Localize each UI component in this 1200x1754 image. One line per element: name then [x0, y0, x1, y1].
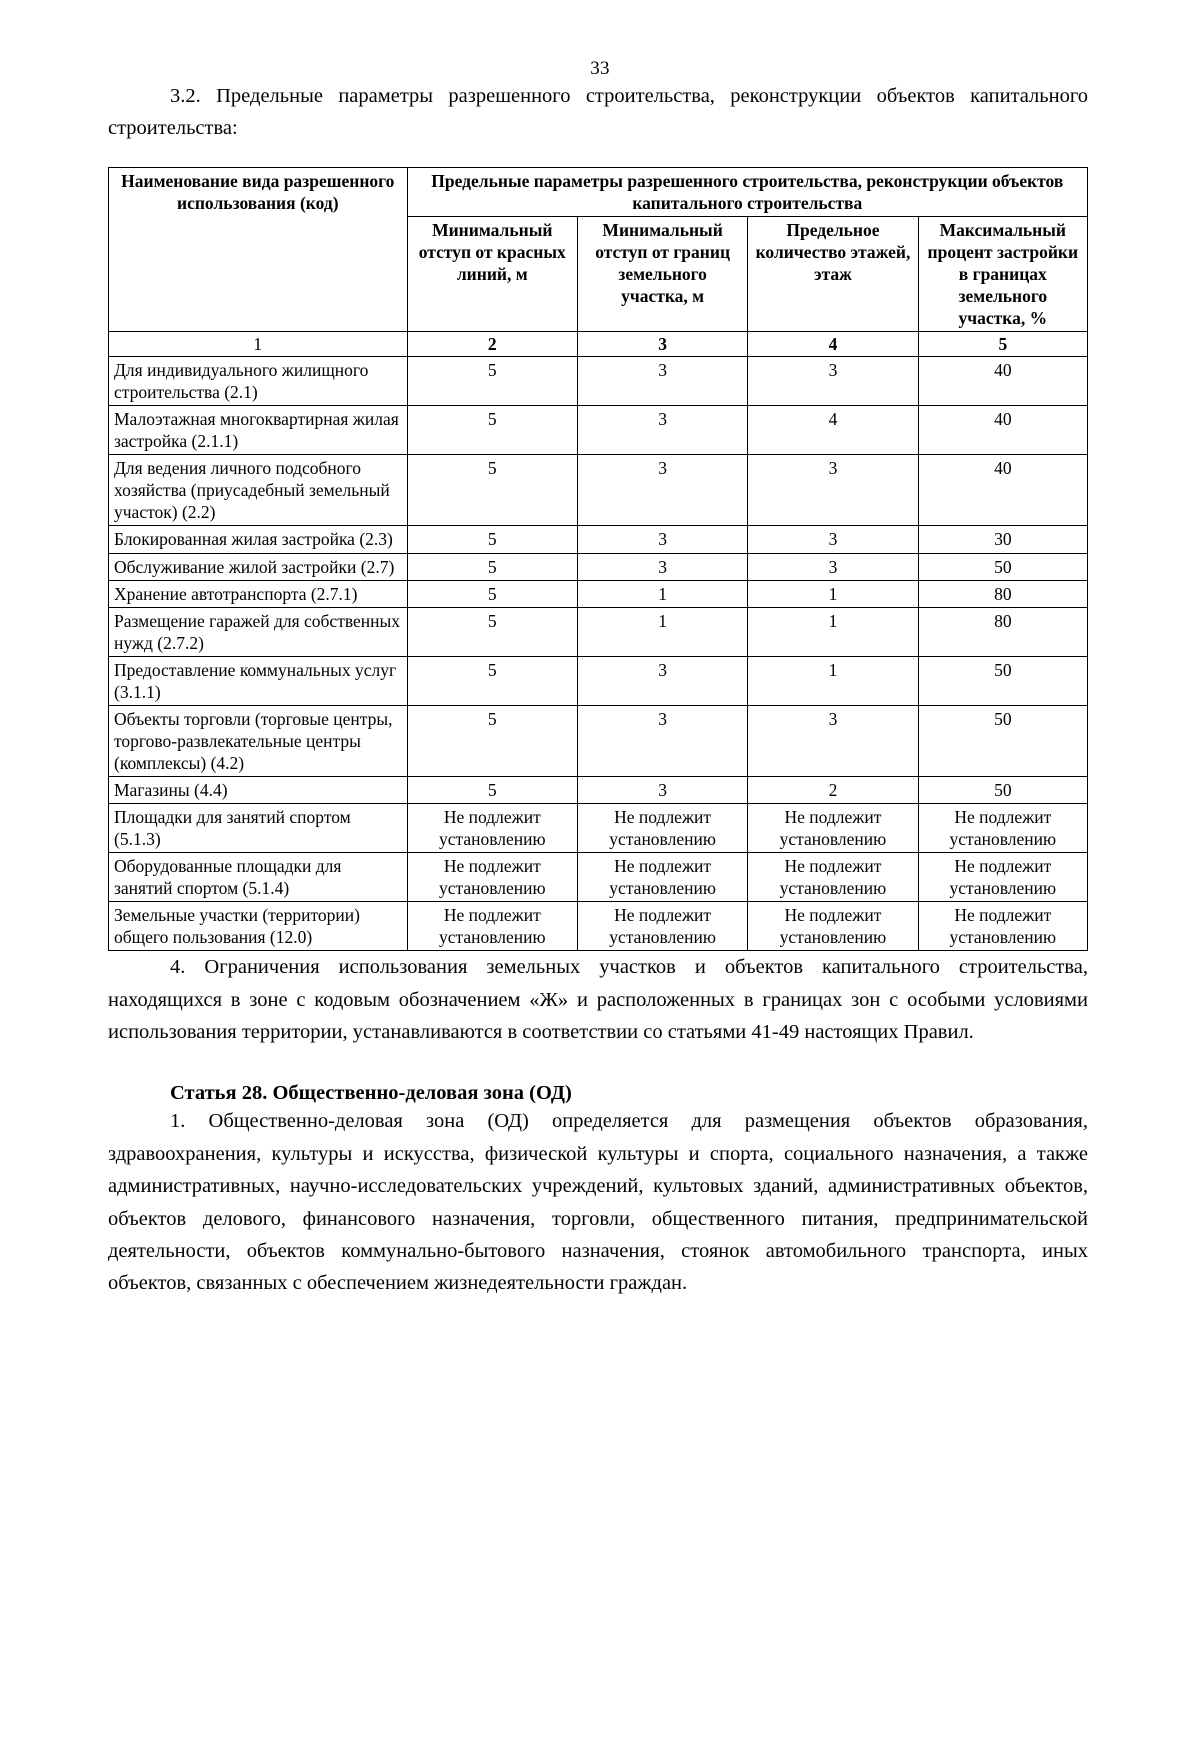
table-row — [109, 853, 1088, 902]
row-use-name: Блокированная жилая застройка (2.3) — [109, 526, 408, 553]
row-min-setback-redline: Не подлежит установлению — [407, 803, 577, 852]
header-cell-min-setback-plot: Минимальный отступ от границ земельного участка, м — [577, 216, 747, 331]
table-row — [109, 580, 1088, 607]
table-row — [109, 455, 1088, 526]
row-max-floors: 3 — [748, 455, 918, 526]
table-row — [109, 656, 1088, 705]
page-content — [0, 80, 1200, 1300]
row-max-buildup-percent: 50 — [918, 656, 1087, 705]
row-max-floors: 4 — [748, 406, 918, 455]
row-min-setback-plot: 3 — [577, 526, 747, 553]
restrictions-paragraph: 4. Ограничения использования земельных участков и объектов капитального строительства, находящихся в зоне с кодовым обозначением «Ж» и расположенных в границах зон с особыми условиями использования территории, устанавливаются в соответствии со статьями 41-49 настоящих Правил. — [108, 956, 1088, 1043]
table-row — [109, 406, 1088, 455]
table-body — [109, 332, 1088, 951]
row-max-buildup-percent: 40 — [918, 406, 1087, 455]
page-number: 33 — [590, 58, 610, 79]
row-max-floors: 1 — [748, 607, 918, 656]
row-max-buildup-percent: 40 — [918, 357, 1087, 406]
row-max-buildup-percent: Не подлежит установлению — [918, 803, 1087, 852]
row-max-buildup-percent: 50 — [918, 705, 1087, 776]
row-min-setback-plot: 3 — [577, 357, 747, 406]
row-max-floors: 3 — [748, 526, 918, 553]
row-use-name: Оборудованные площадки для занятий спортом (5.1.4) — [109, 853, 408, 902]
row-max-buildup-percent: 30 — [918, 526, 1087, 553]
table-head — [109, 167, 1088, 331]
row-max-buildup-percent: 50 — [918, 776, 1087, 803]
row-min-setback-plot: 1 — [577, 580, 747, 607]
row-max-buildup-percent: 40 — [918, 455, 1087, 526]
table-row — [109, 553, 1088, 580]
row-min-setback-plot: 3 — [577, 553, 747, 580]
row-min-setback-redline: 5 — [407, 357, 577, 406]
header-cell-group-title: Предельные параметры разрешенного строительства, реконструкции объектов капитального строительства — [407, 167, 1087, 216]
row-max-floors: 1 — [748, 580, 918, 607]
column-number-1: 1 — [109, 332, 408, 357]
table-row — [109, 776, 1088, 803]
row-use-name: Земельные участки (территории) общего пользования (12.0) — [109, 902, 408, 951]
table-row — [109, 705, 1088, 776]
row-min-setback-redline: 5 — [407, 526, 577, 553]
row-use-name: Для ведения личного подсобного хозяйства (приусадебный земельный участок) (2.2) — [109, 455, 408, 526]
column-number-5: 5 — [918, 332, 1087, 357]
row-max-buildup-percent: Не подлежит установлению — [918, 902, 1087, 951]
row-min-setback-plot: Не подлежит установлению — [577, 803, 747, 852]
table-row — [109, 803, 1088, 852]
row-min-setback-redline: 5 — [407, 776, 577, 803]
row-min-setback-redline: 5 — [407, 406, 577, 455]
row-max-buildup-percent: 80 — [918, 580, 1087, 607]
row-use-name: Магазины (4.4) — [109, 776, 408, 803]
row-min-setback-plot: 3 — [577, 406, 747, 455]
row-min-setback-plot: Не подлежит установлению — [577, 902, 747, 951]
column-number-3: 3 — [577, 332, 747, 357]
permitted-parameters-table — [108, 167, 1088, 952]
table-header-row-1 — [109, 167, 1088, 216]
row-max-floors: Не подлежит установлению — [748, 803, 918, 852]
row-use-name: Малоэтажная многоквартирная жилая застройка (2.1.1) — [109, 406, 408, 455]
row-min-setback-redline: 5 — [407, 455, 577, 526]
row-min-setback-redline: 5 — [407, 656, 577, 705]
row-max-floors: 2 — [748, 776, 918, 803]
row-min-setback-plot: 1 — [577, 607, 747, 656]
row-min-setback-redline: Не подлежит установлению — [407, 853, 577, 902]
row-use-name: Объекты торговли (торговые центры, торгово-развлекательные центры (комплексы) (4.2) — [109, 705, 408, 776]
row-min-setback-plot: 3 — [577, 455, 747, 526]
header-cell-max-floors: Предельное количество этажей, этаж — [748, 216, 918, 331]
row-min-setback-redline: 5 — [407, 705, 577, 776]
row-min-setback-redline: 5 — [407, 580, 577, 607]
row-use-name: Для индивидуального жилищного строительства (2.1) — [109, 357, 408, 406]
table-row — [109, 607, 1088, 656]
row-use-name: Предоставление коммунальных услуг (3.1.1) — [109, 656, 408, 705]
row-use-name: Обслуживание жилой застройки (2.7) — [109, 553, 408, 580]
row-max-buildup-percent: 50 — [918, 553, 1087, 580]
row-min-setback-redline: 5 — [407, 553, 577, 580]
row-max-buildup-percent: Не подлежит установлению — [918, 853, 1087, 902]
row-min-setback-redline: 5 — [407, 607, 577, 656]
row-max-floors: 3 — [748, 705, 918, 776]
column-number-4: 4 — [748, 332, 918, 357]
row-min-setback-plot: 3 — [577, 705, 747, 776]
row-min-setback-plot: 3 — [577, 656, 747, 705]
row-min-setback-plot: 3 — [577, 776, 747, 803]
row-max-floors: 3 — [748, 357, 918, 406]
article-heading: Статья 28. Общественно-деловая зона (ОД) — [170, 1082, 572, 1105]
row-use-name: Размещение гаражей для собственных нужд (2.7.2) — [109, 607, 408, 656]
row-min-setback-redline: Не подлежит установлению — [407, 902, 577, 951]
header-cell-use-name: Наименование вида разрешенного использования (код) — [109, 167, 408, 331]
document-page — [0, 58, 1200, 1754]
table-row — [109, 902, 1088, 951]
header-cell-max-buildup-percent: Максимальный процент застройки в границах земельного участка, % — [918, 216, 1087, 331]
row-min-setback-plot: Не подлежит установлению — [577, 853, 747, 902]
header-cell-min-setback-redline: Минимальный отступ от красных линий, м — [407, 216, 577, 331]
intro-paragraph: 3.2. Предельные параметры разрешенного строительства, реконструкции объектов капитального строительства: — [108, 85, 1088, 140]
table-row — [109, 526, 1088, 553]
column-number-2: 2 — [407, 332, 577, 357]
row-max-floors: Не подлежит установлению — [748, 902, 918, 951]
row-use-name: Хранение автотранспорта (2.7.1) — [109, 580, 408, 607]
row-max-floors: 1 — [748, 656, 918, 705]
row-max-buildup-percent: 80 — [918, 607, 1087, 656]
table-row — [109, 357, 1088, 406]
row-max-floors: Не подлежит установлению — [748, 853, 918, 902]
row-use-name: Площадки для занятий спортом (5.1.3) — [109, 803, 408, 852]
table-column-numbering-row — [109, 332, 1088, 357]
row-max-floors: 3 — [748, 553, 918, 580]
article-paragraph: 1. Общественно-деловая зона (ОД) определяется для размещения объектов образования, здравоохранения, культуры и искусства, физической культуры и спорта, социального назначения, а также административных, научно-исследовательских учреждений, культовых зданий, административных объектов, объектов делового, финансового назначения, торговли, общественного питания, предпринимательской деятельности, объектов коммунально-бытового назначения, стоянок автомобильного транспорта, иных объектов, связанных с обеспечением жизнедеятельности граждан. — [108, 1110, 1088, 1295]
